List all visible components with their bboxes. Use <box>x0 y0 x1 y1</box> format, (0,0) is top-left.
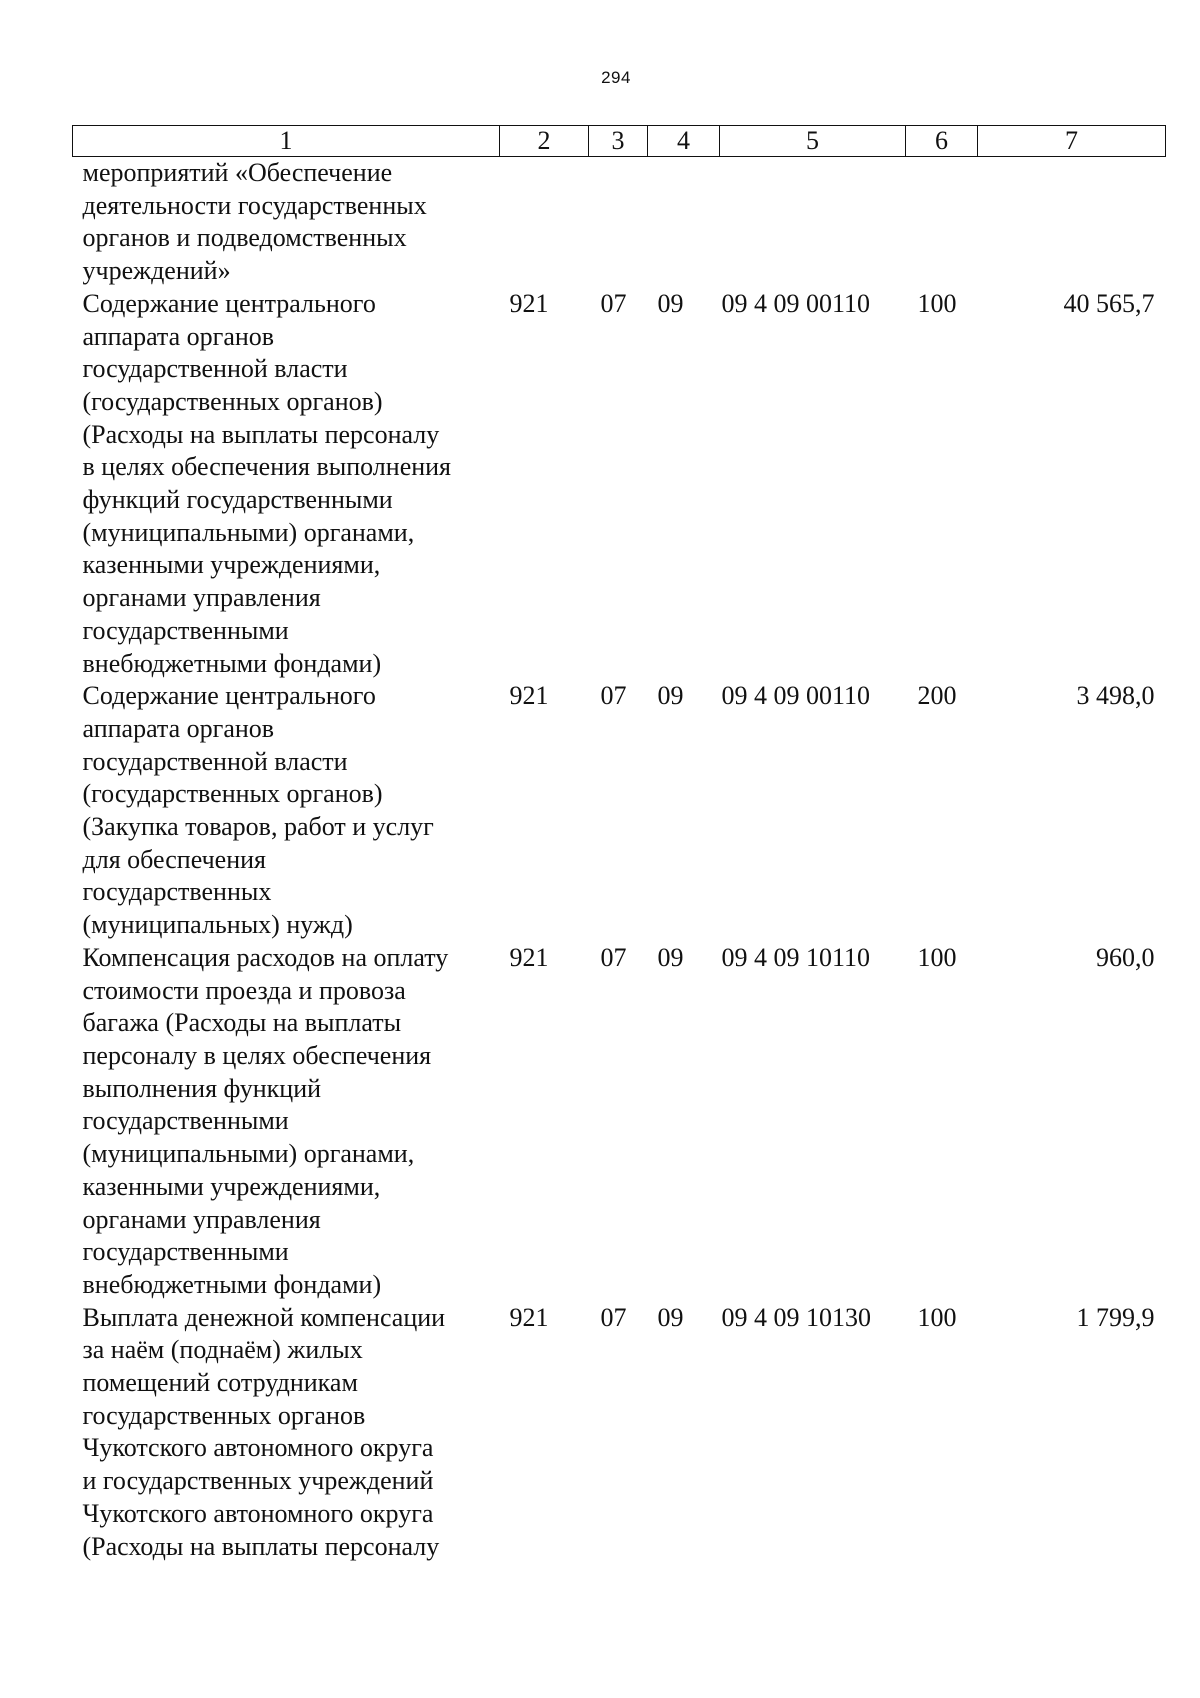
expense-name-line: в целях обеспечения выполнения <box>82 452 452 482</box>
page-number: 294 <box>601 68 631 87</box>
expense-name-line: органов и подведомственных <box>82 223 407 253</box>
header-col-4: 4 <box>648 126 720 157</box>
cell-amount: 40 565,7 <box>1063 288 1155 318</box>
expense-name-line: казенными учреждениями, <box>82 550 381 580</box>
expense-name-line: (муниципальными) органами, <box>82 1139 415 1169</box>
expense-name-line: аппарата органов <box>82 713 275 743</box>
header-col-2: 2 <box>500 126 589 157</box>
expense-name-line: и государственных учреждений <box>82 1466 434 1496</box>
header-col-1: 1 <box>73 126 500 157</box>
cell-razdel: 07 <box>600 681 627 711</box>
expense-name-line: казенными учреждениями, <box>82 1171 381 1201</box>
expense-name-line: государственными <box>82 1106 289 1136</box>
header-col-6: 6 <box>906 126 978 157</box>
cell-grbs: 921 <box>509 942 549 972</box>
cell-expense-name <box>73 680 500 942</box>
expense-name-line: Содержание центрального <box>82 288 376 318</box>
expense-name-line: Чукотского автономного округа <box>82 1498 434 1528</box>
header-col-7: 7 <box>978 126 1166 157</box>
cell-grbs: 921 <box>509 288 549 318</box>
expense-name-line: деятельности государственных <box>82 190 427 220</box>
expense-name-line: функций государственными <box>82 485 393 515</box>
cell-expense-name <box>73 157 500 288</box>
cell-target-article: 09 4 09 10130 <box>721 1302 871 1332</box>
expense-name-line: органами управления <box>82 583 321 613</box>
cell-expense-type: 100 <box>917 1302 957 1332</box>
expense-name-line: помещений сотрудникам <box>82 1368 358 1398</box>
cell-podrazdel: 09 <box>657 681 684 711</box>
cell-podrazdel <box>648 157 720 288</box>
expense-name-line: государственной власти <box>82 746 348 776</box>
expense-name-line: учреждений» <box>82 256 231 286</box>
cell-target-article: 09 4 09 10110 <box>721 942 871 972</box>
expense-name-line: (Расходы на выплаты персоналу <box>82 1531 440 1561</box>
expense-name-line: выполнения функций <box>82 1073 322 1103</box>
expense-name-line: (муниципальными) органами, <box>82 517 415 547</box>
expense-name-line: мероприятий «Обеспечение <box>82 158 393 187</box>
cell-razdel: 07 <box>600 1302 627 1332</box>
cell-expense-name <box>73 1302 500 1564</box>
table-body <box>73 157 1166 1564</box>
cell-razdel: 07 <box>600 942 627 972</box>
expense-name-line: (муниципальных) нужд) <box>82 910 353 940</box>
expense-name-line: государственными <box>82 1237 289 1267</box>
expense-name-line: внебюджетными фондами) <box>82 1269 382 1299</box>
expense-name-line: (Расходы на выплаты персоналу <box>82 419 440 449</box>
expense-name-line: (Закупка товаров, работ и услуг <box>82 812 434 842</box>
budget-table <box>72 125 1166 1563</box>
cell-expense-type: 200 <box>917 681 957 711</box>
cell-expense-name <box>73 288 500 680</box>
expense-name-line: государственными <box>82 615 289 645</box>
cell-grbs <box>500 157 589 288</box>
expense-name-line: багажа (Расходы на выплаты <box>82 1008 402 1038</box>
cell-expense-type <box>906 157 978 288</box>
table-row <box>73 1302 1166 1564</box>
cell-podrazdel: 09 <box>657 1302 684 1332</box>
cell-amount: 1 799,9 <box>1076 1302 1155 1332</box>
cell-expense-type: 100 <box>917 942 957 972</box>
expense-name-line: (государственных органов) <box>82 386 383 416</box>
expense-name-line: внебюджетными фондами) <box>82 648 382 678</box>
expense-name-line: государственных <box>82 877 272 907</box>
cell-amount: 960,0 <box>1096 942 1155 972</box>
expense-name-line: для обеспечения <box>82 844 266 874</box>
cell-amount: 3 498,0 <box>1076 681 1155 711</box>
cell-target-article: 09 4 09 00110 <box>721 681 871 711</box>
expense-name-line: органами управления <box>82 1204 321 1234</box>
cell-grbs: 921 <box>509 681 549 711</box>
expense-name-line: государственной власти <box>82 354 348 384</box>
expense-name-line: аппарата органов <box>82 321 275 351</box>
table-header <box>73 126 1166 157</box>
cell-expense-name <box>73 942 500 1302</box>
header-row <box>73 126 1166 157</box>
cell-razdel <box>589 157 648 288</box>
expense-name-line: стоимости проезда и провоза <box>82 975 406 1005</box>
table-row <box>73 157 1166 288</box>
cell-podrazdel: 09 <box>657 288 684 318</box>
cell-target-article <box>720 157 906 288</box>
expense-name-line: Содержание центрального <box>82 681 376 711</box>
expense-name-line: за наём (поднаём) жилых <box>82 1335 363 1365</box>
expense-name-line: государственных органов <box>82 1400 366 1430</box>
cell-podrazdel: 09 <box>657 942 684 972</box>
expense-name-line: Выплата денежной компенсации <box>82 1302 446 1332</box>
expense-name-line: Чукотского автономного округа <box>82 1433 434 1463</box>
table-row <box>73 288 1166 680</box>
expense-name-line: персоналу в целях обеспечения <box>82 1040 432 1070</box>
cell-expense-type: 100 <box>917 288 957 318</box>
cell-razdel: 07 <box>600 288 627 318</box>
table-row <box>73 680 1166 942</box>
expense-name-line: Компенсация расходов на оплату <box>82 942 449 972</box>
header-col-5: 5 <box>720 126 906 157</box>
header-col-3: 3 <box>589 126 648 157</box>
cell-target-article: 09 4 09 00110 <box>721 288 871 318</box>
cell-amount <box>978 157 1166 288</box>
expense-name-line: (государственных органов) <box>82 779 383 809</box>
table-row <box>73 942 1166 1302</box>
cell-grbs: 921 <box>509 1302 549 1332</box>
